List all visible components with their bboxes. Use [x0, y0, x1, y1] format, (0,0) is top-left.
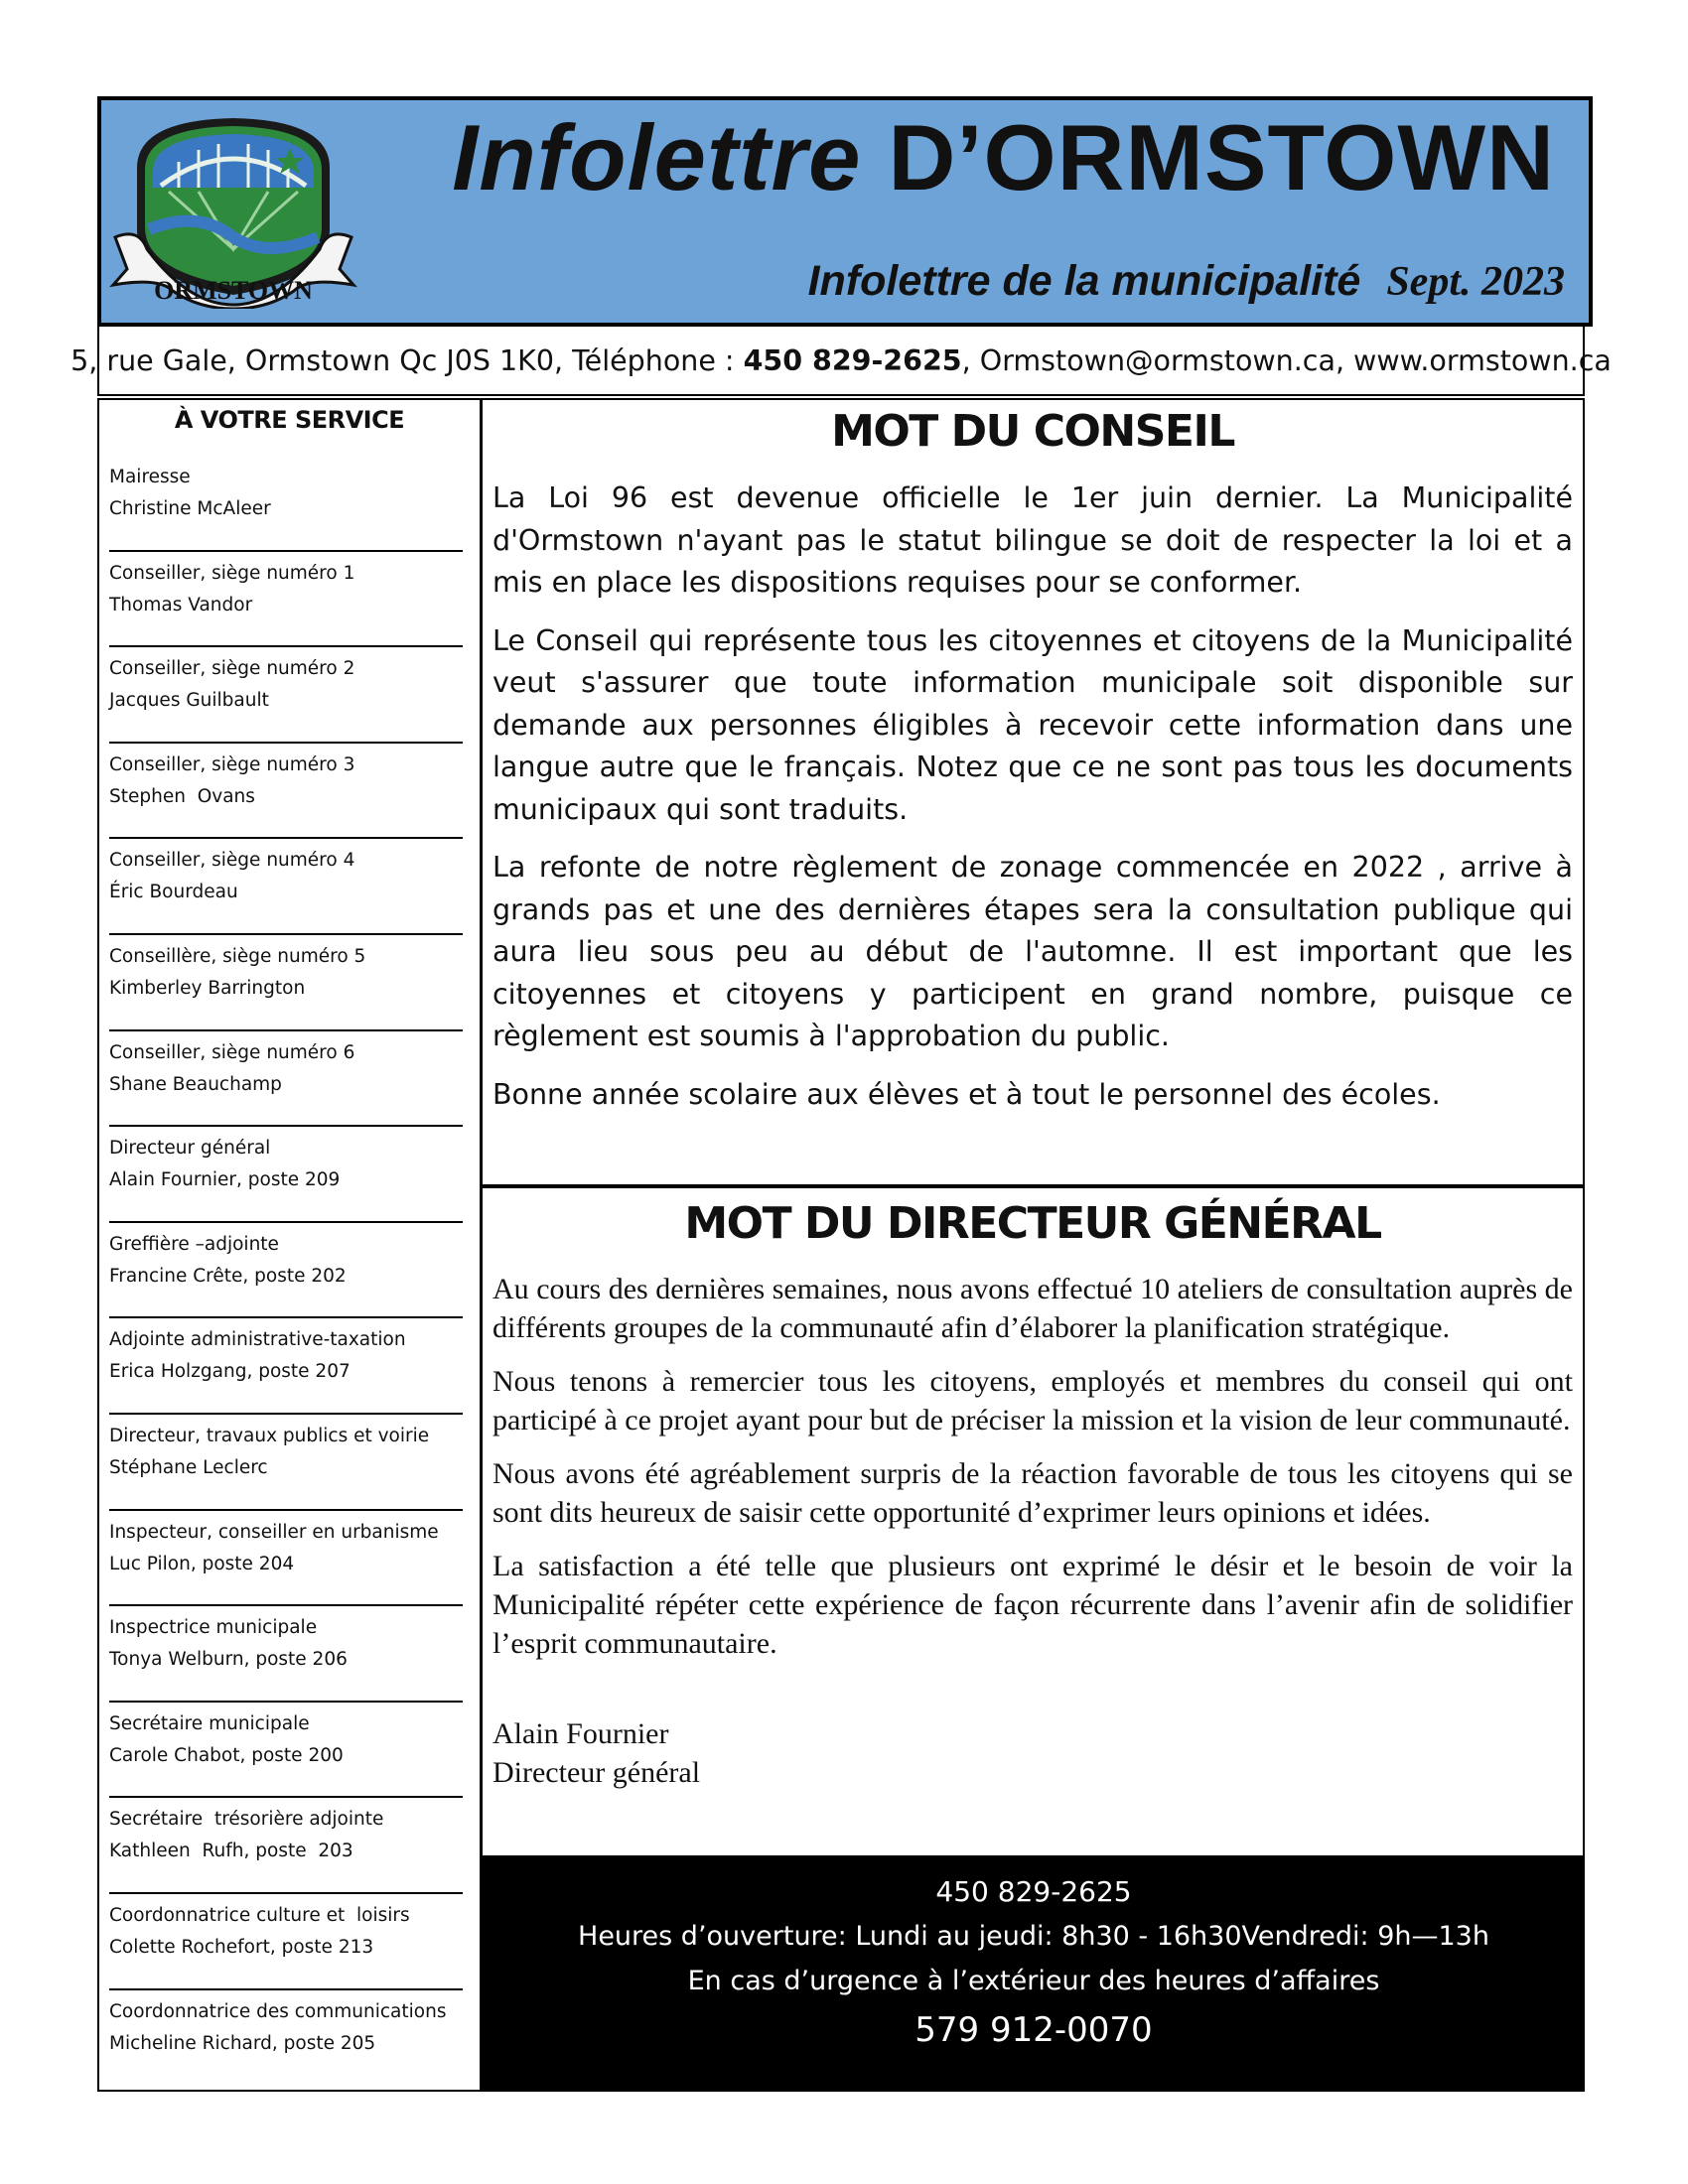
- staff-role: Coordonnatrice des communications: [109, 2000, 447, 2022]
- staff-role: Secrétaire trésorière adjointe: [109, 1809, 384, 1831]
- signature-title: Directeur général: [492, 1756, 701, 1789]
- staff-role: Inspectrice municipale: [109, 1617, 318, 1639]
- footer-hours: Heures d’ouverture: Lundi au jeudi: 8h30 - 16h30Vendredi: 9h—13h: [578, 1921, 1489, 1952]
- newsletter-title: [452, 104, 1555, 211]
- staff-entry: [109, 1798, 463, 1894]
- staff-entry: [109, 1415, 463, 1511]
- sidebar-title: À VOTRE SERVICE: [174, 406, 405, 434]
- newsletter-header: [97, 96, 1593, 327]
- staff-sidebar: [97, 398, 483, 2092]
- staff-entry: [109, 1894, 463, 1990]
- staff-role: Conseiller, siège numéro 4: [109, 850, 355, 872]
- staff-entry: [109, 1511, 463, 1607]
- staff-role: Mairesse: [109, 467, 191, 487]
- staff-role: Coordonnatrice culture et loisirs: [109, 1904, 410, 1926]
- staff-name: Jacques Guilbault: [109, 690, 269, 712]
- council-paragraph: Le Conseil qui représente tous les citoyennes et citoyens de la Municipalité veut s'assurer que toute information municipale soit disponible sur demande aux personnes éligibles à recevoir cette information dans une langue autre que le français. Notez que ce ne sont pas tous les documents municipaux qui sont traduits.: [492, 623, 1573, 826]
- staff-name: Thomas Vandor: [109, 594, 253, 615]
- staff-role: Conseiller, siège numéro 6: [109, 1041, 355, 1063]
- staff-name: Micheline Richard, poste 205: [109, 2032, 376, 2054]
- council-paragraph: Bonne année scolaire aux élèves et à tout le personnel des écoles.: [492, 1077, 1441, 1111]
- staff-entry: [109, 1031, 463, 1128]
- staff-name: Christine McAleer: [109, 498, 271, 519]
- newsletter-subtitle: [808, 257, 1565, 306]
- staff-entry: [109, 935, 463, 1031]
- svg-text:ORMSTOWN: ORMSTOWN: [154, 276, 313, 305]
- staff-entry: [109, 456, 463, 552]
- staff-list: [109, 456, 463, 2086]
- title-infolettre: Infolettre: [452, 105, 862, 209]
- staff-name: Alain Fournier, poste 209: [109, 1169, 341, 1191]
- director-paragraph: Nous avons été agréablement surpris de la réaction favorable de tous les citoyens qui se sont dits heureux de saisir cette opportunité d’exprimer leurs opinions et idées.: [492, 1457, 1573, 1529]
- council-body: [492, 478, 1573, 1132]
- staff-entry: [109, 1990, 463, 2087]
- director-title: MOT DU DIRECTEUR GÉNÉRAL: [684, 1198, 1381, 1249]
- staff-role: Greffière –adjointe: [109, 1233, 279, 1255]
- staff-name: Francine Crête, poste 202: [109, 1265, 347, 1287]
- footer-emergency-label: En cas d’urgence à l’extérieur des heures d’affaires: [687, 1966, 1380, 1996]
- staff-name: Kimberley Barrington: [109, 977, 306, 999]
- signature-name: Alain Fournier: [492, 1717, 669, 1750]
- director-paragraph: Nous tenons à remercier tous les citoyens, employés et membres du conseil qui ont participé à ce projet ayant pour but de préciser la mission et la vision de leur communauté.: [492, 1365, 1573, 1436]
- staff-role: Adjointe administrative-taxation: [109, 1329, 406, 1351]
- director-signature: [492, 1714, 700, 1792]
- director-section: [483, 1188, 1585, 1855]
- staff-entry: [109, 1606, 463, 1703]
- staff-name: Shane Beauchamp: [109, 1073, 282, 1095]
- director-paragraph: Au cours des dernières semaines, nous avons effectué 10 ateliers de consultation auprès de différents groupes de la communauté afin d’élaborer la planification stratégique.: [492, 1273, 1573, 1344]
- staff-name: Kathleen Rufh, poste 203: [109, 1841, 353, 1862]
- staff-entry: [109, 1318, 463, 1415]
- title-ormstown: D’ORMSTOWN: [888, 105, 1555, 209]
- staff-entry: [109, 552, 463, 648]
- staff-entry: [109, 1223, 463, 1319]
- staff-entry: [109, 1703, 463, 1799]
- staff-role: Conseillère, siège numéro 5: [109, 945, 366, 967]
- staff-role: Inspecteur, conseiller en urbanisme: [109, 1521, 439, 1543]
- staff-name: Luc Pilon, poste 204: [109, 1553, 295, 1574]
- staff-role: Conseiller, siège numéro 1: [109, 562, 355, 584]
- council-paragraph: La Loi 96 est devenue officielle le 1er juin dernier. La Municipalité d'Ormstown n'ayant pas le statut bilingue se doit de respecter la loi et a mis en place les dispositions requises pour se conformer.: [492, 481, 1573, 599]
- council-title: MOT DU CONSEIL: [831, 406, 1234, 457]
- staff-role: Conseiller, siège numéro 2: [109, 658, 355, 680]
- subtitle-text: Infolettre de la municipalité: [807, 257, 1361, 305]
- staff-entry: [109, 1127, 463, 1223]
- staff-role: Conseiller, siège numéro 3: [109, 753, 355, 775]
- footer-emergency-phone: 579 912-0070: [914, 2010, 1153, 2050]
- council-section: [483, 398, 1585, 1188]
- footer-phone: 450 829-2625: [935, 1875, 1132, 1908]
- director-body: [492, 1270, 1573, 1678]
- staff-entry: [109, 744, 463, 840]
- staff-role: Directeur, travaux publics et voirie: [109, 1425, 430, 1446]
- staff-name: Tonya Welburn, poste 206: [109, 1649, 348, 1671]
- director-paragraph: La satisfaction a été telle que plusieurs ont exprimé le désir et le besoin de voir la Municipalité répéter cette expérience de façon récurrente dans l’avenir afin de solidifier l’esprit communautaire.: [492, 1550, 1573, 1660]
- ormstown-logo: [109, 110, 357, 309]
- address-phone: 450 829-2625: [743, 343, 962, 377]
- council-paragraph: La refonte de notre règlement de zonage commencée en 2022 , arrive à grands pas et une des dernières étapes sera la consultation publique qui aura lieu sous peu au début de l'automne. Il est important que les citoyennes et citoyens y participent en grand nombre, puisque ce règlement est soumis à l'approbation du public.: [492, 851, 1573, 1052]
- contact-footer: [483, 1855, 1585, 2092]
- staff-role: Directeur général: [109, 1138, 271, 1160]
- ormstown-crest-icon: [109, 110, 357, 309]
- address-text: 5, rue Gale, Ormstown Qc J0S 1K0, Téléphone :: [70, 343, 744, 377]
- staff-name: Carole Chabot, poste 200: [109, 1744, 344, 1766]
- address-contacts: , Ormstown@ormstown.ca, www.ormstown.ca: [961, 343, 1612, 377]
- staff-name: Stephen Ovans: [109, 785, 255, 807]
- address-bar: [70, 325, 1612, 396]
- staff-role: Secrétaire municipale: [109, 1712, 310, 1734]
- staff-name: Stéphane Leclerc: [109, 1456, 268, 1478]
- staff-name: Éric Bourdeau: [109, 882, 238, 903]
- staff-name: Erica Holzgang, poste 207: [109, 1361, 351, 1383]
- staff-entry: [109, 647, 463, 744]
- staff-name: Colette Rochefort, poste 213: [109, 1936, 374, 1958]
- issue-date: Sept. 2023: [1386, 259, 1565, 305]
- staff-entry: [109, 839, 463, 935]
